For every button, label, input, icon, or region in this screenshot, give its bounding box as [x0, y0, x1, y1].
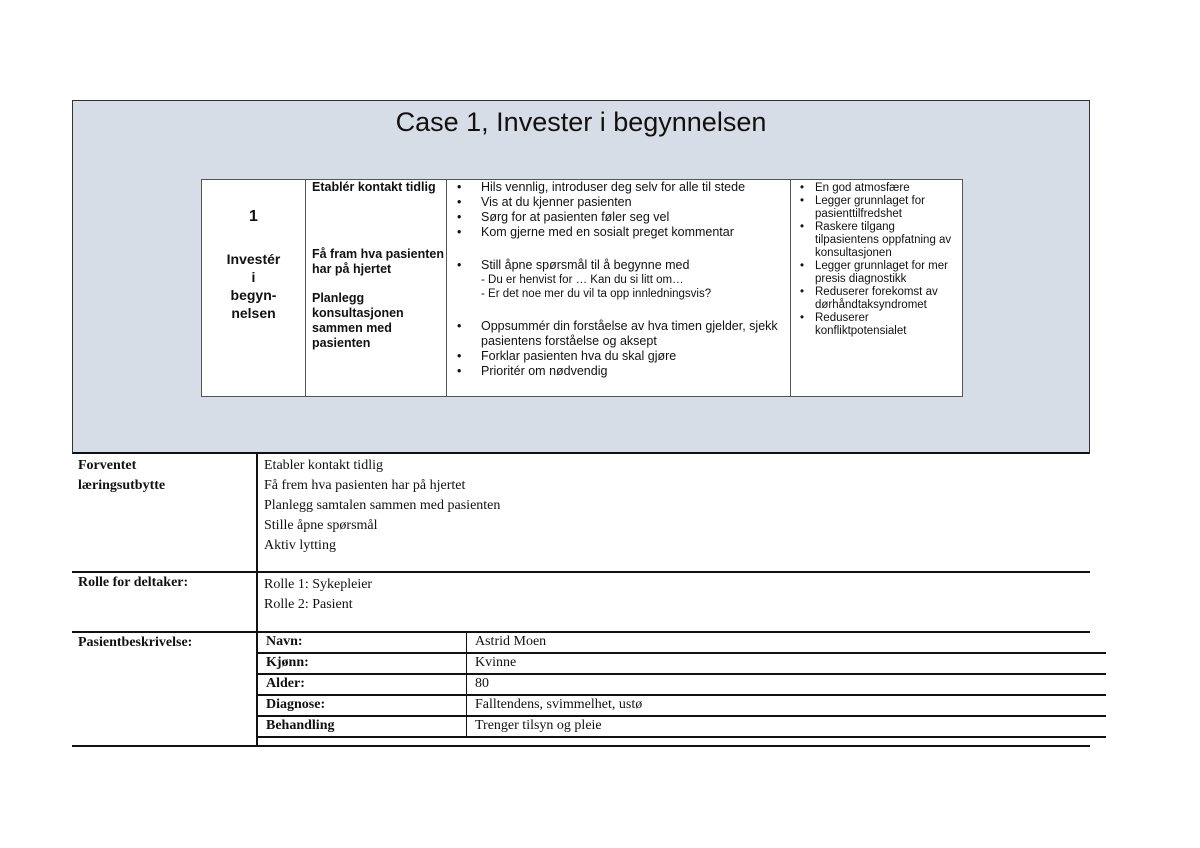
case-document [72, 100, 1090, 747]
phase-name: Investér i begyn- nelsen [226, 251, 281, 321]
case-header [72, 100, 1090, 454]
goal-item: Etablér kontakt tidlig [312, 180, 436, 194]
patient-key: Diagnose: [257, 695, 467, 716]
outcome-row [72, 454, 1090, 572]
patient-key: Alder: [257, 674, 467, 695]
list-item: • Vis at du kjenner pasienten [447, 195, 790, 210]
actions-list-1 [447, 180, 790, 240]
patient-key: Navn: [257, 633, 467, 653]
list-item: • Raskere tilgang tilpasientens oppfatning av konsultasjonen [791, 221, 962, 260]
sub-question: - Du er henvist for … Kan du si litt om… [481, 274, 684, 286]
list-item: • Forklar pasienten hva du skal gjøre [447, 349, 790, 364]
goal-item: Få fram hva pasienten har på hjertet [312, 247, 444, 276]
table-row [257, 633, 1106, 653]
phase-actions-cell [447, 180, 791, 397]
list-item: • Reduserer konfliktpotensialet [791, 312, 962, 338]
patient-row [72, 632, 1090, 746]
patient-value-cell: Kvinne [467, 653, 1107, 674]
list-item: • Legger grunnlaget for pasienttilfredshet [791, 195, 962, 221]
list-item: • Prioritér om nødvendig [447, 364, 790, 379]
list-item: • Legger grunnlaget for mer presis diagnostikk [791, 260, 962, 286]
patient-value-cell: 80 [467, 674, 1107, 695]
actions-list-2 [447, 258, 790, 273]
list-item: • Still åpne spørsmål til å begynne med [447, 258, 790, 273]
phase-number: 1 [249, 208, 258, 225]
table-row [257, 695, 1106, 716]
roles-row [72, 572, 1090, 632]
phase-goals-cell [306, 180, 447, 397]
outcome-label: Forventet læringsutbytte [72, 454, 257, 572]
list-item: • Oppsummér din forståelse av hva timen gjelder, sjekk pasientens forståelse og aksept [447, 319, 790, 349]
phase-number-cell [202, 180, 306, 397]
table-row [257, 674, 1106, 695]
patient-label: Pasientbeskrivelse: [72, 632, 257, 746]
outcome-value: Etabler kontakt tidlig Få frem hva pasienten har på hjertet Planlegg samtalen sammen med pasienten Stille åpne spørsmål Aktiv lytting [264, 458, 501, 553]
benefits-list [791, 182, 962, 338]
page-title: Case 1, Invester i begynnelsen [395, 107, 767, 137]
case-details-table [72, 454, 1090, 747]
roles-label: Rolle for deltaker: [72, 572, 257, 632]
list-item: • Kom gjerne med en sosialt preget kommentar [447, 225, 790, 240]
table-row [257, 653, 1106, 674]
phase-benefits-cell [791, 180, 963, 397]
patient-value-cell: Trenger tilsyn og pleie [467, 716, 1107, 737]
patient-value [257, 632, 1090, 746]
phase-table-image [201, 179, 963, 397]
patient-key: Behandling [257, 716, 467, 737]
patient-key: Kjønn: [257, 653, 467, 674]
patient-table [256, 633, 1106, 738]
list-item: • Sørg for at pasienten føler seg vel [447, 210, 790, 225]
goal-item: Planlegg konsultasjonen sammen med pasienten [312, 291, 404, 350]
list-item: • Hils vennlig, introduser deg selv for alle til stede [447, 180, 790, 195]
patient-value-cell: Falltendens, svimmelhet, ustø [467, 695, 1107, 716]
list-item: • En god atmosfære [791, 182, 962, 195]
patient-value-cell: Astrid Moen [467, 633, 1107, 653]
sub-question: - Er det noe mer du vil ta opp innledningsvis? [481, 288, 712, 300]
list-item: • Reduserer forekomst av dørhåndtaksyndromet [791, 286, 962, 312]
table-row [257, 716, 1106, 737]
actions-list-3 [447, 319, 790, 379]
roles-value: Rolle 1: Sykepleier Rolle 2: Pasient [264, 577, 373, 612]
